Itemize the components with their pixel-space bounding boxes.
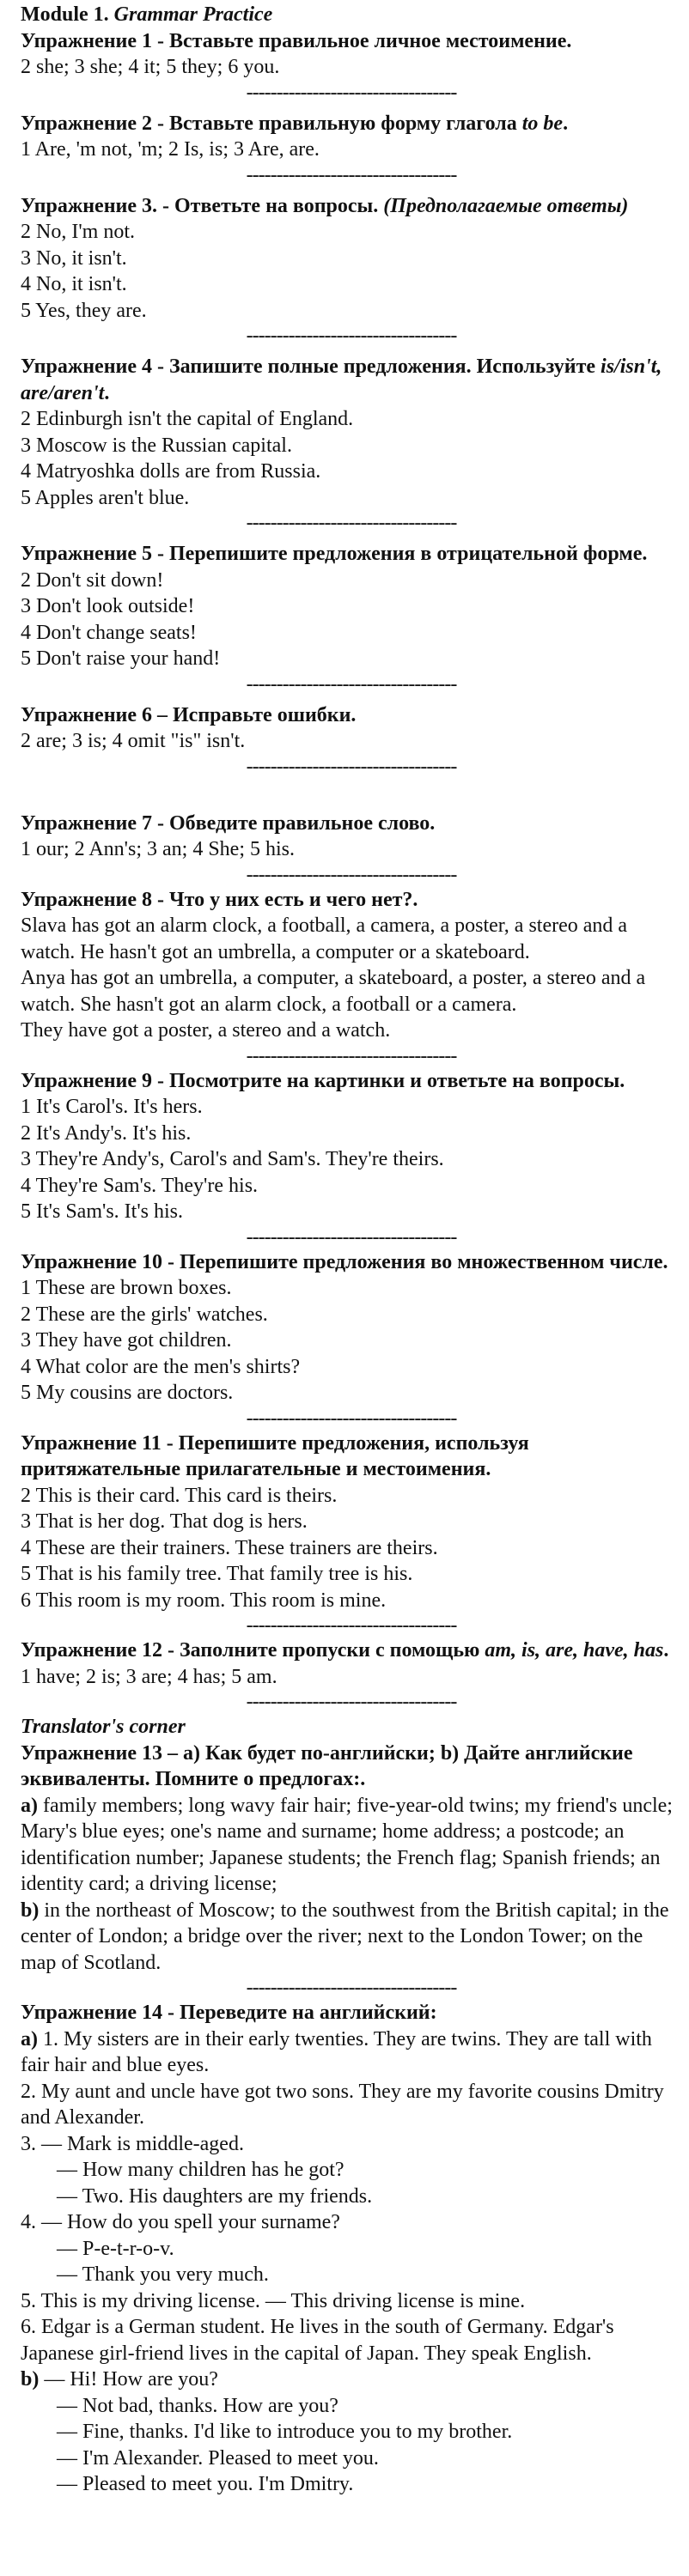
separator: -----------------------------------: [246, 755, 457, 778]
dialogue-line: — P-e-t-r-o-v.: [57, 2237, 174, 2260]
module-title: Module 1.: [21, 3, 109, 26]
answer-line: 4 These are their trainers. These trainers are theirs.: [21, 1536, 438, 1559]
answer-line: 5 That is his family tree. That family tree is his.: [21, 1563, 413, 1585]
answer-line: 3 They have got children.: [21, 1329, 232, 1352]
answer-line: 2 Edinburgh isn't the capital of England.: [21, 408, 354, 430]
separator: -----------------------------------: [246, 1406, 457, 1430]
answer-line: 3 They're Andy's, Carol's and Sam's. They're theirs.: [21, 1148, 444, 1170]
dialogue-line: — How many children has he got?: [57, 2159, 344, 2181]
answer-line: 1 These are brown boxes.: [21, 1277, 232, 1299]
answer-line: 4 They're Sam's. They're his.: [21, 1174, 259, 1197]
dialogue-line: 3. — Mark is middle-aged.: [21, 2132, 244, 2155]
exercise-13-part-a: a) family members; long wavy fair hair; five-year-old twins; my friend's uncle; Mary's blue eyes; one's name and surname; home address; a postcode; an identification number; Japanese students; the French flag; Spanish friends; an identity card; a driving license;: [21, 1794, 673, 1895]
answer-line: They have got a poster, a stereo and a watch.: [21, 1019, 391, 1042]
exercise-2: [21, 111, 682, 163]
exercise-4: [21, 354, 682, 511]
exercise-14-a2: 2. My aunt and uncle have got two sons. They are my favorite cousins Dmitry and Alexander.: [21, 2080, 664, 2129]
exercise-14-b-first: b) — Hi! How are you?: [21, 2368, 218, 2391]
answer-line: 5 Yes, they are.: [21, 299, 147, 322]
answer-line: 2 These are the girls' watches.: [21, 1303, 268, 1326]
answer-line: 4 Don't change seats!: [21, 621, 197, 644]
separator: -----------------------------------: [246, 1691, 457, 1713]
exercise-12-title: Упражнение 12 - Заполните пропуски с помощью am, is, are, have, has.: [21, 1639, 669, 1662]
exercise-8-title: Упражнение 8 - Что у них есть и чего нет?.: [21, 888, 418, 911]
answer-line: 5 My cousins are doctors.: [21, 1382, 234, 1404]
answer-line: 4 No, it isn't.: [21, 273, 127, 295]
exercise-5-title: Упражнение 5 - Перепишите предложения в отрицательной форме.: [21, 543, 648, 565]
answer-line: 2 Don't sit down!: [21, 568, 164, 592]
answer-line: Slava has got an alarm clock, a football, a camera, a poster, a stereo and a watch. He hasn't got an umbrella, a computer or a skateboard.: [21, 914, 628, 963]
exercise-9-title: Упражнение 9 - Посмотрите на картинки и ответьте на вопросы.: [21, 1069, 625, 1092]
exercise-11-title: Упражнение 11 - Перепишите предложения, используя притяжательные прилагательные и местоимения.: [21, 1431, 529, 1480]
exercise-6-title: Упражнение 6 – Исправьте ошибки.: [21, 703, 357, 726]
dialogue-line: — Not bad, thanks. How are you?: [57, 2394, 338, 2417]
exercise-13-title: Упражнение 13 – a) Как будет по-английски; b) Дайте английские эквиваленты. Помните о предлогах:.: [21, 1741, 633, 1790]
answer-line: 3 Don't look outside!: [21, 595, 195, 617]
exercise-7: [21, 811, 682, 863]
separator: -----------------------------------: [246, 81, 457, 104]
exercise-1-answers: 2 she; 3 she; 4 it; 5 they; 6 you.: [21, 56, 280, 78]
separator: -----------------------------------: [246, 325, 457, 347]
exercise-3-title: Упражнение 3. - Ответьте на вопросы. (Предполагаемые ответы): [21, 194, 629, 217]
answer-line: 3 No, it isn't.: [21, 246, 127, 270]
dialogue-line: — Fine, thanks. I'd like to introduce you to my brother.: [57, 2421, 513, 2443]
answer-line: 4 What color are the men's shirts?: [21, 1355, 301, 1378]
answer-line: 5 It's Sam's. It's his.: [21, 1200, 183, 1223]
answer-line: 2 It's Andy's. It's his.: [21, 1121, 192, 1145]
exercise-2-title: Упражнение 2 - Вставьте правильную форму глагола to be.: [21, 112, 569, 135]
exercise-11: [21, 1431, 682, 1614]
blank-gap: [21, 779, 682, 805]
exercise-10: [21, 1249, 682, 1406]
exercise-10-title: Упражнение 10 - Перепишите предложения во множественном числе.: [21, 1250, 668, 1273]
answer-line: 6 This room is my room. This room is mine.: [21, 1589, 387, 1612]
dialogue-line: — I'm Alexander. Pleased to meet you.: [57, 2446, 379, 2470]
exercise-5: [21, 541, 682, 672]
exercise-1-title: Упражнение 1 - Вставьте правильное личное местоимение.: [21, 29, 572, 52]
exercise-14: [21, 2000, 682, 2498]
answer-line: 2 No, I'm not.: [21, 221, 135, 243]
module-heading: [21, 2, 682, 28]
exercise-13: [21, 1741, 682, 1977]
dialogue-line: 4. — How do you spell your surname?: [21, 2211, 340, 2233]
answer-line: 3 Moscow is the Russian capital.: [21, 434, 292, 457]
separator: -----------------------------------: [246, 512, 457, 534]
module-subtitle: Grammar Practice: [113, 3, 273, 26]
exercise-7-title: Упражнение 7 - Обведите правильное слово.: [21, 811, 436, 835]
answer-line: 4 Matryoshka dolls are from Russia.: [21, 460, 321, 483]
answer-line: 2 This is their card. This card is theirs.: [21, 1484, 338, 1507]
separator: -----------------------------------: [246, 1614, 457, 1637]
separator: -----------------------------------: [246, 863, 457, 886]
separator: -----------------------------------: [246, 163, 457, 186]
separator: -----------------------------------: [246, 1977, 457, 1999]
answer-line: 1 It's Carol's. It's hers.: [21, 1096, 203, 1118]
answer-line: Anya has got an umbrella, a computer, a skateboard, a poster, a stereo and a watch. She hasn't got an alarm clock, a football or a camera.: [21, 967, 646, 1016]
exercise-8: [21, 887, 682, 1044]
exercise-3: [21, 193, 682, 325]
exercise-7-answers: 1 our; 2 Ann's; 3 an; 4 She; 5 his.: [21, 838, 295, 860]
exercise-14-a1: a) 1. My sisters are in their early twenties. They are twins. They are tall with fair hair and blue eyes.: [21, 2027, 652, 2076]
separator: -----------------------------------: [246, 1225, 457, 1249]
exercise-12: [21, 1637, 682, 1690]
answer-line: 3 That is her dog. That dog is hers.: [21, 1510, 308, 1533]
exercise-12-answers: 1 have; 2 is; 3 are; 4 has; 5 am.: [21, 1665, 277, 1688]
dialogue-line: — Thank you very much.: [57, 2263, 269, 2286]
answer-line: 5 Apples aren't blue.: [21, 486, 190, 509]
translators-corner-heading: Translator's corner: [21, 1716, 186, 1738]
exercise-14-a6: 6. Edgar is a German student. He lives in the south of Germany. Edgar's Japanese girl-friend lives in the capital of Japan. They speak English.: [21, 2316, 614, 2365]
exercise-2-answers: 1 Are, 'm not, 'm; 2 Is, is; 3 Are, are.: [21, 138, 320, 161]
exercise-9: [21, 1068, 682, 1225]
exercise-4-title: Упражнение 4 - Запишите полные предложения. Используйте is/isn't, are/aren't.: [21, 355, 662, 404]
exercise-6: [21, 702, 682, 755]
dialogue-line: — Two. His daughters are my friends.: [57, 2184, 373, 2208]
exercise-13-part-b: b) in the northeast of Moscow; to the southwest from the British capital; in the center of London; a bridge over the river; next to the London Tower; on the map of Scotland.: [21, 1899, 669, 1974]
exercise-6-answers: 2 are; 3 is; 4 omit "is" isn't.: [21, 730, 246, 752]
exercise-14-a5: 5. This is my driving license. — This driving license is mine.: [21, 2289, 526, 2312]
dialogue-line: — Pleased to meet you. I'm Dmitry.: [57, 2473, 354, 2495]
exercise-14-title: Упражнение 14 - Переведите на английский:: [21, 2002, 437, 2024]
separator: -----------------------------------: [246, 672, 457, 696]
exercise-1: [21, 28, 682, 81]
separator: -----------------------------------: [246, 1044, 457, 1067]
answer-line: 5 Don't raise your hand!: [21, 647, 221, 670]
